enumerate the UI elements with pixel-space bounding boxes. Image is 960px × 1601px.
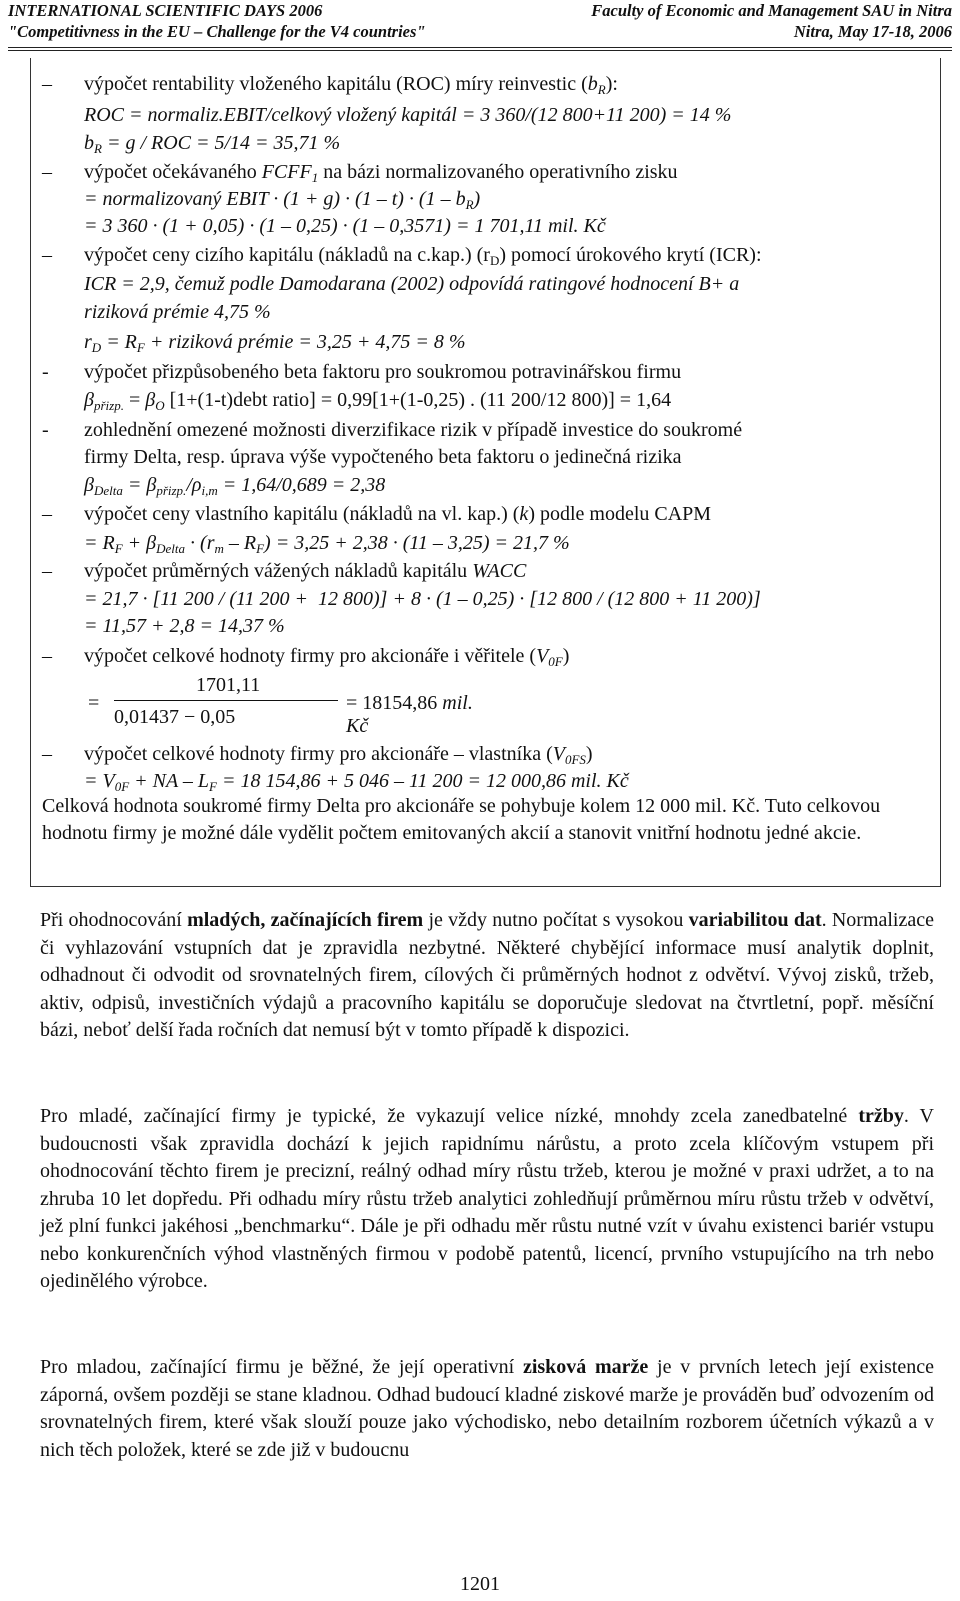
fraction-formula — [84, 672, 484, 738]
list-dash: – — [42, 560, 52, 582]
calc-line: $\beta_{přizp.} = \beta_O$ [1+(1-t)debt ratio] = 0,99[1+(1-0,25) . (11 200/12 800)] = 1,64 — [84, 389, 672, 413]
calc-line: výpočet celkové hodnoty firmy pro akcionáře i věřitele $(V_{0F})$ — [84, 645, 570, 669]
calc-line: ROC = normaliz.EBIT/celkový vložený kapitál = 3 360/(12 800+11 200) = 14 % — [84, 104, 732, 126]
calc-line: = $V_{0F}$ + NA – $L_F = 18$ 154,86 + 5 046 – 11 200 = 12 000,86 mil. Kč — [84, 770, 629, 794]
calc-line: výpočet ceny cizího kapitálu (nákladů na c.kap.) $(r_D)$ pomocí úrokového krytí (ICR): — [84, 244, 762, 268]
calc-line: $r_D = R_F$ + riziková prémie = 3,25 + 4,75 = 8 % — [84, 331, 466, 355]
list-dash: – — [42, 503, 52, 525]
p1-text: Při ohodnocování — [40, 909, 188, 931]
calc-line: zohlednění omezené možnosti diverzifikace rizik v případě investice do soukromé — [84, 419, 743, 441]
list-dash: - — [42, 419, 49, 441]
list-dash: – — [42, 645, 52, 667]
list-dash: – — [42, 73, 52, 95]
fraction-bar — [114, 700, 338, 701]
fraction-denominator: 0,01437 − 0,05 — [114, 706, 236, 728]
calc-line: riziková prémie 4,75 % — [84, 301, 271, 323]
calc-line: ICR = 2,9, čemuž podle Damodarana (2002) odpovídá ratingové hodnocení B+ a — [84, 273, 740, 295]
conference-name: INTERNATIONAL SCIENTIFIC DAYS 2006 — [8, 1, 323, 20]
fraction-equals: = — [88, 692, 100, 714]
p3-bold: zisková marže — [522, 1356, 649, 1378]
calc-line: $b_R = g$ / ROC = 5/14 = 35,71 % — [84, 132, 341, 156]
conference-subtitle: "Competitivness in the EU – Challenge for the V4 countries" — [8, 22, 426, 41]
header-rule — [8, 47, 952, 48]
calc-line: = $R_F + \beta_{Delta} \cdot (r_m - R_F) = 3,25 + 2,38 \cdot (11 - 3,25) = 21,7$ % — [84, 532, 570, 556]
list-dash: – — [42, 244, 52, 266]
calc-line: výpočet celkové hodnoty firmy pro akcionáře – vlastníka $(V_{0FS})$ — [84, 743, 593, 767]
calc-line: $\beta_{Delta} = \beta_{přizp.}/\rho_{i,m} = 1,64/0,689 = 2,38$ — [84, 474, 386, 498]
p2-bold: tržby — [858, 1105, 904, 1127]
summary-text: Celková hodnota soukromé firmy Delta pro akcionáře se pohybuje kolem 12 000 mil. Kč. Tuto celkovou hodnotu firmy je možné dále vydělit počtem emitovaných akcií a stanovit vnitřní hodnotu jedné akcie. — [42, 795, 881, 844]
p1-bold: mladých, začínajících firem — [187, 909, 424, 931]
page-number: 1201 — [460, 1573, 500, 1595]
list-dash: – — [42, 743, 52, 765]
fraction-result-value: = 18154,86 — [346, 692, 438, 714]
calc-line: výpočet přizpůsobeného beta faktoru pro soukromou potravinářskou firmu — [84, 361, 682, 383]
calc-line: = 11,57 + 2,8 = 14,37 % — [84, 615, 285, 637]
conference-place-date: Nitra, May 17-18, 2006 — [793, 22, 952, 41]
p1-bold: variabilitou dat — [688, 909, 822, 931]
calc-line: = 21,7 · [11 200 / (11 200 + 12 800)] + 8 · (1 – 0,25) · [12 800 / (12 800 + 11 200)] — [84, 588, 761, 610]
fraction-numerator: 1701,11 — [196, 674, 261, 696]
header-rule-2 — [8, 50, 952, 51]
paragraph-1 — [40, 907, 934, 1045]
paragraph-2 — [40, 1103, 934, 1296]
p3-text: je v prvních letech její existence záporná, ovšem později se stane kladnou. Odhad budoucí kladné ziskové marže je prováděn buď odvozením od srovnatelných firem, které však slouží pouze jako východisko, nebo detailním rozborem účetních výkazů a v nich těch položek, které se zde již v budoucnu — [40, 1356, 934, 1461]
p2-text: Pro mladé, začínající firmy je typické, že vykazují velice nízké, mnohdy zcela zanedbatelné — [40, 1105, 859, 1127]
paragraph-3 — [40, 1354, 934, 1464]
calc-line: výpočet průměrných vážených nákladů kapitálu WACC — [84, 560, 527, 582]
p1-text: . Normalizace či vyhlazování vstupních dat je zpravidla nezbytné. Některé chybějící informace musí analytik doplnit, odhadnout či odvodit od srovnatelných firem, cílových či průměrných hodnot z odvětví. Vývoj zisků, tržeb, aktiv, odpisů, investičních výdajů a pracovního kapitálu se doporučuje sledovat na čtvrtletní, popř. měsíční bázi, neboť delší řada ročních dat nemusí být v tomto případě k dispozici. — [40, 909, 934, 1041]
p2-text: . V budoucnosti však zpravidla dochází k jejich rapidnímu nárůstu, a proto zcela klíčovým vstupem při ohodnocování těchto firem je precizní, reálný odhad míry růstu tržeb, kterou je možné v praxi udržet, a to na zhruba 10 let dopředu. Při odhadu míry růstu tržeb analytici zohledňují průměrnou míru růstu tržeb v odvětví, jež plní funkci jakéhosi „benchmarku“. Dále je při odhadu měr růstu nutné vzít v úvahu existenci bariér vstupu nebo konkurenčních výhod vlastněných firmou v podobě patentů, licencí, prvního vstupujícího na trh nebo ojedinělého výrobce. — [40, 1105, 934, 1292]
calc-line: výpočet ceny vlastního kapitálu (nákladů na vl. kap.) (k) podle modelu CAPM — [84, 503, 712, 525]
calc-line: firmy Delta, resp. úprava výše vypočteného beta faktoru o jedinečná rizika — [84, 446, 682, 468]
list-dash: – — [42, 161, 52, 183]
faculty-name: Faculty of Economic and Management SAU in Nitra — [591, 1, 952, 20]
fraction-unit: mil. Kč — [346, 692, 473, 737]
calc-line: = 3 360 · (1 + 0,05) · (1 – 0,25) · (1 – 0,3571) = 1 701,11 mil. Kč — [84, 215, 606, 237]
p3-text: Pro mladou, začínající firmu je běžné, že její operativní — [40, 1356, 523, 1378]
fraction-result — [346, 692, 484, 738]
list-dash: - — [42, 361, 49, 383]
calc-line: = normalizovaný EBIT · $(1 + g) \cdot (1 - t) \cdot (1 - b_R)$ — [84, 188, 481, 212]
p1-text: je vždy nutno počítat s vysokou — [423, 909, 689, 931]
calc-line: výpočet očekávaného $FCFF_1$ na bázi normalizovaného operativního zisku — [84, 161, 678, 185]
calc-line: výpočet rentability vloženého kapitálu (ROC) míry reinvestic $(b_R)$: — [84, 73, 618, 97]
